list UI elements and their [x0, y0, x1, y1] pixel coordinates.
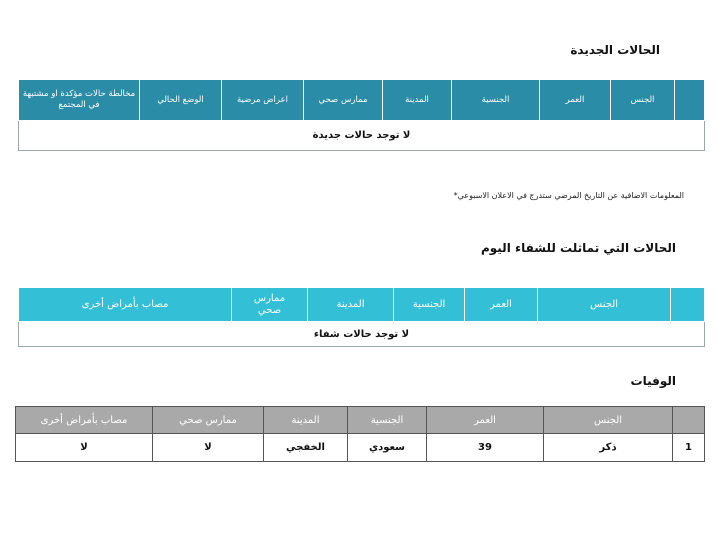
col-header-city: المدينة — [308, 288, 394, 322]
cell-index: 1 — [673, 434, 705, 462]
col-header-health-practitioner: ممارس صحي — [232, 288, 308, 322]
table-row — [16, 434, 705, 462]
cell-city: الخفجي — [264, 434, 348, 462]
empty-message: لا توجد حالات شفاء — [19, 322, 705, 347]
deaths-header-row — [16, 407, 705, 434]
col-header-nationality: الجنسية — [348, 407, 427, 434]
new-cases-table — [18, 79, 705, 151]
cell-gender: ذكر — [544, 434, 673, 462]
recovered-header-row — [19, 288, 705, 322]
table-row — [19, 322, 705, 347]
col-header-nationality: الجنسية — [394, 288, 465, 322]
col-header-gender: الجنس — [538, 288, 671, 322]
col-header-gender: الجنس — [611, 80, 675, 121]
col-header-age: العمر — [465, 288, 538, 322]
deaths-table — [15, 406, 705, 462]
col-header-index — [673, 407, 705, 434]
col-header-symptoms: اعراض مرضية — [222, 80, 304, 121]
recovered-table — [18, 287, 705, 347]
col-header-index — [675, 80, 705, 121]
col-header-health-practitioner: ممارس صحي — [304, 80, 383, 121]
col-header-current-status: الوضع الحالي — [140, 80, 222, 121]
col-header-nationality: الجنسية — [452, 80, 540, 121]
deaths-title: الوفيات — [630, 374, 676, 388]
empty-message: لا توجد حالات جديدة — [19, 121, 705, 151]
col-header-health-practitioner: ممارس صحي — [153, 407, 264, 434]
col-header-city: المدينة — [264, 407, 348, 434]
footnote: المعلومات الاضافية عن التاريخ المرضي ستدرج في الاعلان الاسبوعي* — [453, 191, 684, 200]
col-header-gender: الجنس — [544, 407, 673, 434]
col-header-contact: مخالطة حالات مؤكدة او مشتبهة في المجتمع — [19, 80, 140, 121]
cell-health-practitioner: لا — [153, 434, 264, 462]
col-header-city: المدينة — [383, 80, 452, 121]
new-cases-header-row — [19, 80, 705, 121]
cell-age: 39 — [427, 434, 544, 462]
recovered-title: الحالات التي تماثلت للشفاء اليوم — [480, 241, 676, 255]
cell-nationality: سعودي — [348, 434, 427, 462]
new-cases-title: الحالات الجديدة — [570, 43, 660, 57]
col-header-other-diseases: مصاب بأمراض أخرى — [16, 407, 153, 434]
col-header-age: العمر — [427, 407, 544, 434]
table-row — [19, 121, 705, 151]
col-header-index — [671, 288, 705, 322]
col-header-other-diseases: مصاب بأمراض أخرى — [19, 288, 232, 322]
cell-other-diseases: لا — [16, 434, 153, 462]
col-header-age: العمر — [540, 80, 611, 121]
